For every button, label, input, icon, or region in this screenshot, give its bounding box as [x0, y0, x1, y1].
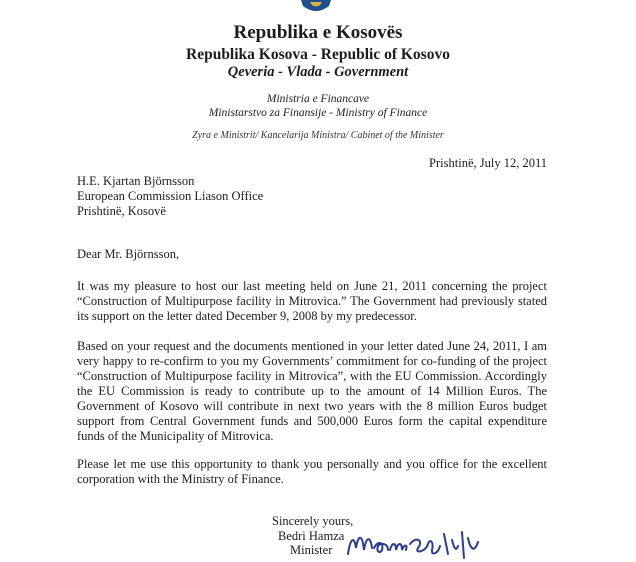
handwritten-signature: [344, 524, 484, 562]
office-line: Zyra e Ministrit/ Kancelarija Ministra/ Cabinet of the Minister: [192, 130, 444, 141]
ministry-name-serbian-english: Ministarstvo za Finansije - Ministry of Finance: [208, 107, 428, 119]
recipient-organization: European Commission Liason Office: [77, 189, 264, 203]
closing-block: [272, 514, 353, 558]
recipient-address: [77, 174, 263, 219]
closing-phrase: Sincerely yours,: [272, 514, 354, 528]
ministry-name-albanian: Ministria e Financave: [266, 93, 370, 105]
signer-name: Bedri Hamza: [278, 528, 345, 543]
signer-title: Minister: [290, 543, 333, 557]
country-name-albanian: Republika e Kosovës: [233, 22, 403, 43]
body-paragraph-1: It was my pleasure to host our last meeting held on June 21, 2011 concerning the project “Construction of Multipurpose facility in Mitrovica.” The Government had previously stated its support on the letter dated December 9, 2008 by my predecessor.: [77, 279, 547, 323]
body-paragraph-3: Please let me use this opportunity to thank you personally and you office for the excellent corporation with the Ministry of Finance.: [77, 457, 547, 486]
recipient-name: H.E. Kjartan Björnsson: [77, 174, 195, 188]
recipient-city: Prishtinë, Kosovë: [77, 204, 166, 218]
salutation: Dear Mr. Björnsson,: [77, 247, 180, 261]
government-line: Qeveria - Vlada - Government: [227, 64, 409, 80]
date-line: Prishtinë, July 12, 2011: [429, 156, 547, 170]
body-paragraph-2: Based on your request and the documents mentioned in your letter dated June 24, 2011, I am very happy to re-confirm to you my Governments’ commitment for co-funding of the project “Construction of Multipurpose facility in Mitrovica”, with the EU Commission. Accordingly the EU Commission is ready to contribute up to the amount of 14 Million Euros. The Government of Kosovo will contribute in next two years with the 8 million Euros budget support from Central Government funds and 500,000 Euros form the capital expenditure funds of the Municipality of Mitrovica.: [77, 339, 547, 443]
coat-of-arms-emblem: [299, 0, 333, 14]
country-name-serbian-english: Republika Kosova - Republic of Kosovo: [186, 46, 450, 63]
